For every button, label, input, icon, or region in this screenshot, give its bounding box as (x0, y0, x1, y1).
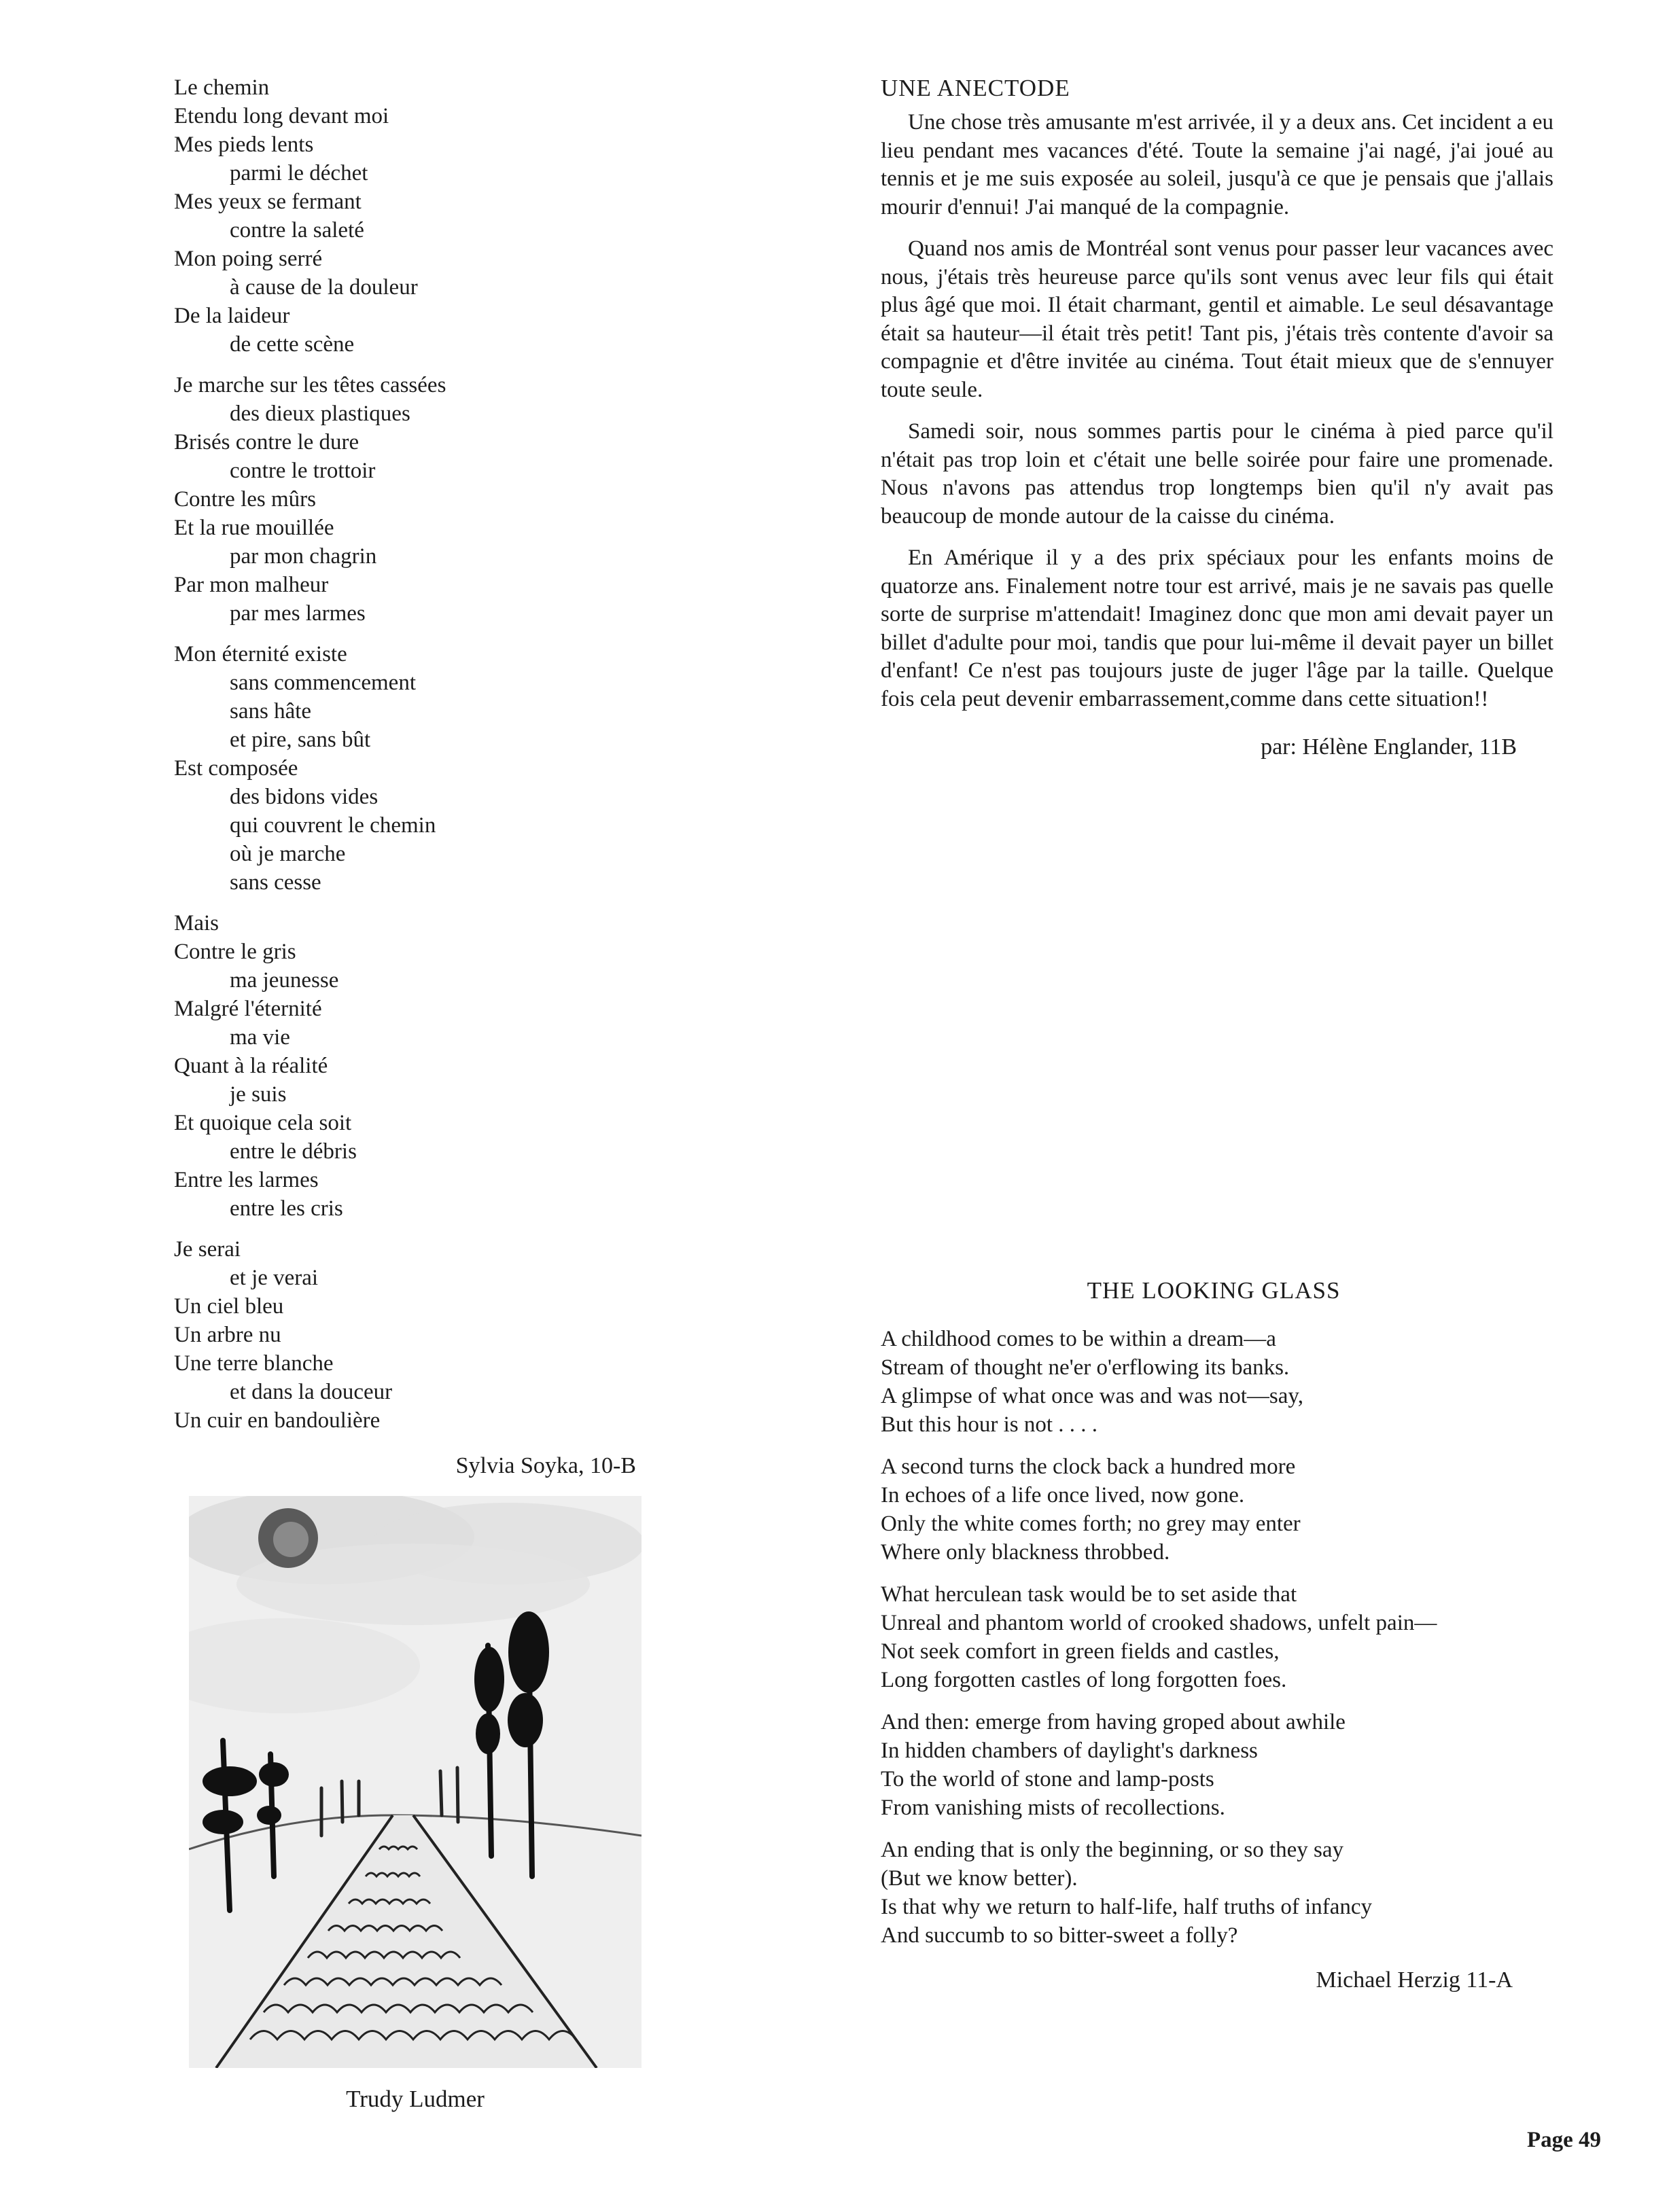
poem-line: Une terre blanche (174, 1351, 334, 1376)
poem-line: sans commencement (230, 671, 416, 695)
paragraph: Samedi soir, nous sommes partis pour le cinéma à pied parce qu'il n'était pas trop loin et c'était une belle soirée pour faire une promenade. Nous n'avons pas attendus trop longtemps bien qu'il n'y avait pas beaucoup de monde autour de la caisse du cinéma. (881, 419, 1553, 529)
poem-line: A glimpse of what once was and was not—say, (881, 1384, 1303, 1408)
poem-line: par mes larmes (230, 601, 366, 626)
poem-line: Un ciel bleu (174, 1294, 284, 1319)
poem-line: In hidden chambers of daylight's darkness (881, 1738, 1258, 1763)
poem-line: contre le trottoir (230, 459, 376, 483)
poem-line: contre la saleté (230, 218, 364, 243)
poem-line: Contre le gris (174, 940, 296, 964)
poem-line: Where only blackness throbbed. (881, 1540, 1170, 1565)
poem-line: Et la rue mouillée (174, 516, 334, 540)
poem-line: (But we know better). (881, 1866, 1078, 1891)
poem-line: Par mon malheur (174, 573, 329, 597)
poem-line: Est composée (174, 756, 298, 781)
poem-line: To the world of stone and lamp-posts (881, 1767, 1214, 1791)
poem-line: In echoes of a life once lived, now gone. (881, 1483, 1245, 1508)
poem-line: Et quoique cela soit (174, 1111, 352, 1135)
poem-line: From vanishing mists of recollections. (881, 1796, 1225, 1820)
article-byline: par: Hélène Englander, 11B (1261, 734, 1517, 760)
paragraph: Une chose très amusante m'est arrivée, il y a deux ans. Cet incident a eu lieu pendant mes vacances d'été. Toute la semaine j'ai nagé, j'ai joué au tennis et je me suis exposée au soleil, jusqu'à ce que je pensais que j'allais mourir d'ennui! J'ai manqué de la compagnie. (881, 110, 1553, 219)
poem-line: And succumb to so bitter-sweet a folly? (881, 1923, 1238, 1948)
poem-line: Je marche sur les têtes cassées (174, 373, 446, 397)
poem-stanza (881, 1452, 1560, 1567)
poem-line: Le chemin (174, 75, 270, 100)
french-poem (174, 73, 690, 1481)
poem-line: Stream of thought ne'er o'erflowing its banks. (881, 1355, 1290, 1380)
poem-line: An ending that is only the beginning, or so they say (881, 1838, 1343, 1862)
poem-author: Sylvia Soyka, 10-B (455, 1453, 636, 1478)
poem-line: But this hour is not . . . . (881, 1412, 1098, 1437)
poem-line: Only the white comes forth; no grey may enter (881, 1512, 1301, 1536)
poem-line: Contre les mûrs (174, 487, 316, 512)
poem-line: And then: emerge from having groped about awhile (881, 1710, 1346, 1734)
poem-line: Je serai (174, 1237, 241, 1262)
anecdote-article (881, 73, 1553, 762)
poem-line: Mais (174, 911, 219, 935)
looking-glass-poem (881, 1277, 1560, 1993)
poem-line: et je verai (230, 1266, 319, 1290)
poem-line: Un cuir en bandoulière (174, 1408, 381, 1433)
ink-drawing (189, 1496, 642, 2068)
poem-line: Un arbre nu (174, 1323, 281, 1347)
poem-line: entre les cris (230, 1196, 343, 1221)
tree-lined-road-drawing (189, 1496, 642, 2068)
poem-line: et dans la douceur (230, 1380, 393, 1404)
poem-line: De la laideur (174, 304, 290, 328)
poem-line: des dieux plastiques (230, 402, 410, 426)
poem-body (881, 1325, 1560, 1950)
poem-line: sans hâte (230, 699, 312, 724)
poem-stanza (881, 1580, 1560, 1694)
poem-stanza (881, 1836, 1560, 1950)
poem-line: ma jeunesse (230, 968, 339, 993)
poem-line: sans cesse (230, 870, 321, 895)
poem-line: et pire, sans bût (230, 728, 371, 752)
poem-line: de cette scène (230, 332, 355, 357)
poem-stanza (174, 909, 690, 1223)
poem-line: Mon poing serré (174, 247, 323, 271)
poem-line: des bidons vides (230, 785, 379, 809)
poem-line: Is that why we return to half-life, half truths of infancy (881, 1895, 1373, 1919)
poem-line: qui couvrent le chemin (230, 813, 436, 838)
page-number: Page 49 (1526, 2128, 1601, 2152)
paragraph: En Amérique il y a des prix spéciaux pour les enfants moins de quatorze ans. Finalement notre tour est arrivé, mais je ne savais pas quelle sorte de surprise m'attendait! Imaginez donc que mon ami devait payer un billet d'adulte pour moi, tandis que pour lui-même il devait payer un billet d'enfant! Ce n'est pas toujours juste de juger l'âge par la taille. Quelque fois cela peut devenir embarrassement,comme dans cette situation!! (881, 546, 1553, 711)
poem-stanza (174, 640, 690, 897)
poem-stanza (174, 73, 690, 359)
article-title: UNE ANECTODE (881, 75, 1070, 101)
poem-stanza (174, 371, 690, 628)
poem-line: entre le débris (230, 1139, 357, 1164)
poem-line: où je marche (230, 842, 346, 866)
poem-line: Malgré l'éternité (174, 997, 322, 1021)
poem-line: ma vie (230, 1025, 290, 1050)
poem-line: Entre les larmes (174, 1168, 319, 1192)
poem-line: à cause de la douleur (230, 275, 418, 300)
poem-stanza (881, 1708, 1560, 1822)
poem-author: Michael Herzig 11-A (1316, 1967, 1513, 1993)
poem-stanza (881, 1325, 1560, 1439)
poem-line: What herculean task would be to set aside that (881, 1582, 1297, 1607)
poem-line: je suis (230, 1082, 287, 1107)
poem-line: Unreal and phantom world of crooked shadows, unfelt pain— (881, 1611, 1437, 1635)
drawing-caption: Trudy Ludmer (346, 2086, 485, 2112)
poem-line: par mon chagrin (230, 544, 377, 569)
poem-body (174, 73, 690, 1435)
poem-line: Mes pieds lents (174, 132, 314, 157)
poem-line: Mes yeux se fermant (174, 190, 362, 214)
paragraph: Quand nos amis de Montréal sont venus pour passer leur vacances avec nous, j'étais très heureuse parce qu'ils sont venus avec leur fils qui était plus âgé que moi. Il était charmant, gentil et aimable. Le seul désavantage était sa hauteur—il était très petit! Tant pis, j'étais très contente d'avoir sa compagnie et d'être invitée au cinéma. Tout était mieux que de s'ennuyer toute seule. (881, 236, 1553, 402)
poem-line: Long forgotten castles of long forgotten foes. (881, 1668, 1287, 1692)
poem-line: Mon éternité existe (174, 642, 347, 666)
poem-line: Etendu long devant moi (174, 104, 389, 128)
poem-line: Not seek comfort in green fields and castles, (881, 1639, 1280, 1664)
poem-line: parmi le déchet (230, 161, 368, 185)
poem-line: Brisés contre le dure (174, 430, 359, 454)
poem-title: THE LOOKING GLASS (1087, 1277, 1341, 1304)
poem-line: A second turns the clock back a hundred more (881, 1455, 1296, 1479)
poem-line: A childhood comes to be within a dream—a (881, 1327, 1276, 1351)
poem-stanza (174, 1235, 690, 1435)
poem-line: Quant à la réalité (174, 1054, 328, 1078)
